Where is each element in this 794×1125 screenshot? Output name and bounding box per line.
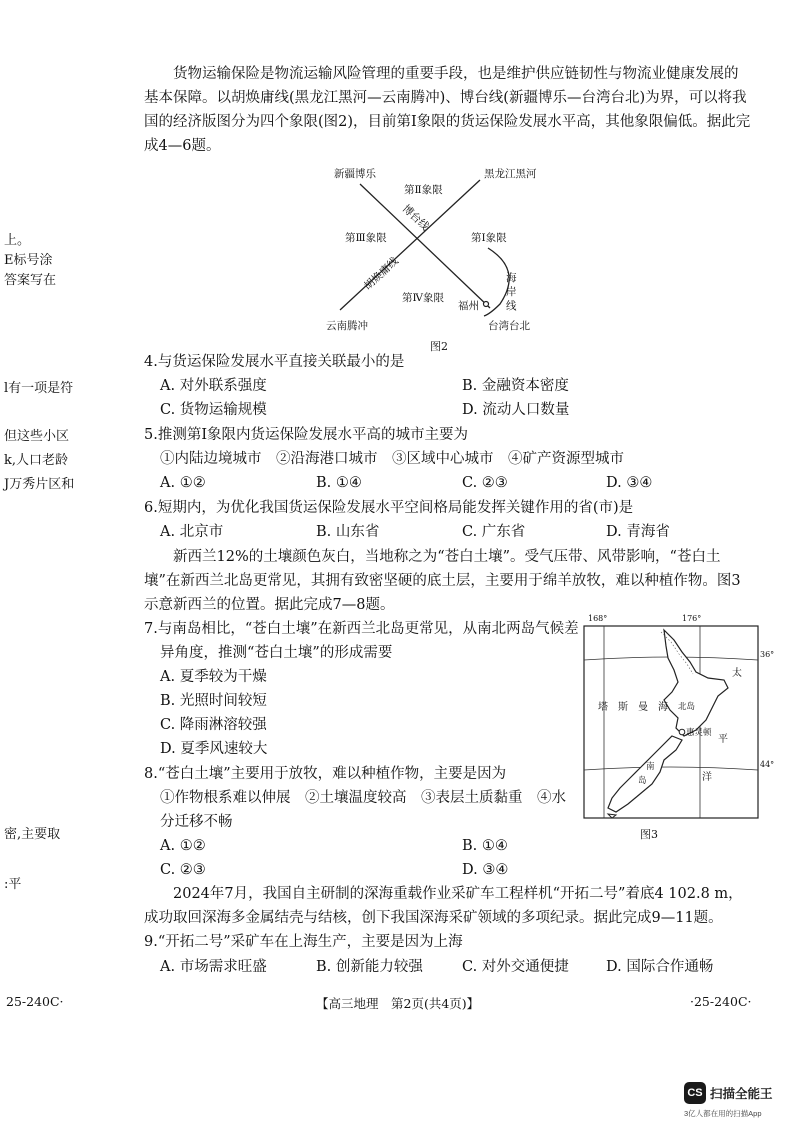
q8-items-line1: ①作物根系难以伸展 ②土壤温度较高 ③表层土质黏重 ④水: [160, 790, 566, 806]
label-lon-168: 168°: [588, 614, 608, 623]
intro-paragraph-4-6: 货物运输保险是物流运输风险管理的重要手段，也是维护供应链韧性与物流业健康发展的基本保障。以胡焕庸线(黑龙江黑河—云南腾冲)、博台线(新疆博乐—台湾台北)为界，可以将我国的经济版图分为四个象限(图2)，目前第Ⅰ象限的货运保险发展水平高，其他象限偏低。据此完成4—6题。: [144, 66, 751, 154]
q7-option-a: A. 夏季较为干燥: [160, 669, 267, 685]
q8-option-d: D. ③④: [462, 862, 509, 878]
watermark-name: 扫描全能王: [710, 1087, 773, 1101]
footer-page-info: 【高三地理 第2页(共4页)】: [316, 996, 480, 1011]
q7-stem-line2: 异角度，推测“苍白土壤”的形成需要: [160, 645, 393, 661]
label-q2: 第Ⅱ象限: [404, 184, 443, 196]
q8-items-line2: 分迁移不畅: [160, 814, 233, 830]
q9-option-c: C. 对外交通便捷: [462, 959, 569, 975]
q6-option-b: B. 山东省: [316, 524, 380, 540]
q8-option-a: A. ①②: [160, 838, 206, 854]
figure-2: [318, 158, 568, 353]
label-coast-2: 岸: [506, 286, 517, 298]
q7-stem-line1: 7.与南岛相比，“苍白土壤”在新西兰北岛更常见，从南北两岛气候差: [144, 621, 579, 637]
label-lat-44: 44°: [760, 760, 775, 769]
fuzhou-point: [484, 302, 489, 307]
footer-left-code: 25-240C·: [6, 994, 64, 1009]
q5-option-c: C. ②③: [462, 475, 508, 491]
label-xinjiang-bole: 新疆博乐: [334, 168, 376, 180]
q9-option-d: D. 国际合作通畅: [606, 959, 714, 975]
side-fragment: k,人口老龄: [4, 453, 69, 468]
label-yunnan-tengchong: 云南腾冲: [326, 320, 368, 332]
side-fragment: l有一项是符: [4, 381, 74, 396]
label-taiwan-taibei: 台湾台北: [488, 320, 530, 332]
label-wellington: 惠灵顿: [686, 728, 712, 738]
q7-option-b: B. 光照时间较短: [160, 693, 267, 709]
side-fragment: J万秀片区和: [4, 477, 75, 492]
side-fragment: :平: [4, 877, 22, 892]
intro-paragraph-7-8: 新西兰12%的土壤颜色灰白，当地称之为“苍白土壤”。受气压带、风带影响，“苍白土壤”在新西兰北岛更常见，其拥有致密坚硬的底土层，主要用于绵羊放牧，难以种植作物。图3示意新西兰的位置。据此完成7—8题。: [144, 549, 741, 613]
label-botai: 博台线: [399, 202, 432, 233]
side-fragment: 密,主要取: [4, 827, 61, 842]
label-fuzhou: 福州: [458, 300, 479, 312]
q6-stem: 6.短期内，为优化我国货运保险发展水平空间格局能发挥关键作用的省(市)是: [144, 500, 634, 516]
label-q4: 第Ⅳ象限: [402, 292, 444, 304]
q8-option-b: B. ①④: [462, 838, 508, 854]
q9-option-b: B. 创新能力较强: [316, 959, 423, 975]
cs-logo-icon: CS: [684, 1082, 706, 1104]
footer-right-code: ·25-240C·: [690, 994, 752, 1009]
figure-3: [578, 614, 775, 841]
label-south-island-2: 岛: [638, 776, 647, 786]
label-lat-36: 36°: [760, 650, 775, 659]
label-tasman-sea: 塔 斯 曼 海: [598, 702, 668, 713]
scanner-watermark: [684, 1080, 788, 1120]
figure-3-caption: 图3: [640, 828, 658, 841]
side-fragment: 但这些小区: [4, 429, 70, 444]
label-south-island-1: 南: [646, 762, 655, 772]
q8-option-c: C. ②③: [160, 862, 206, 878]
label-pacific-3: 洋: [702, 772, 712, 783]
side-fragment: 答案写在: [4, 273, 57, 288]
label-huhuanyong: 胡焕庸线: [361, 255, 401, 293]
q6-option-a: A. 北京市: [160, 524, 224, 540]
label-q3: 第Ⅲ象限: [345, 232, 387, 244]
q6-option-d: D. 青海省: [606, 524, 670, 540]
q8-stem: 8.“苍白土壤”主要用于放牧，难以种植作物，主要是因为: [144, 766, 507, 782]
q5-option-a: A. ①②: [160, 475, 206, 491]
q4-option-d: D. 流动人口数量: [462, 402, 570, 418]
intro-paragraph-9-11: 2024年7月，我国自主研制的深海重载作业采矿车工程样机“开拓二号”着底4 102.8 m，成功取回深海多金属结壳与结核，创下我国深海采矿领域的多项纪录。据此完成9—11题。: [144, 886, 743, 926]
q5-option-b: B. ①④: [316, 475, 362, 491]
watermark-tagline: 3亿人都在用的扫描App: [684, 1109, 762, 1118]
q4-option-c: C. 货物运输规模: [160, 402, 267, 418]
q4-stem: 4.与货运保险发展水平直接关联最小的是: [144, 354, 405, 370]
label-lon-176: 176°: [682, 614, 702, 623]
new-zealand-map: [578, 618, 768, 824]
side-fragment: 上。: [4, 233, 31, 248]
label-north-island: 北岛: [678, 702, 696, 712]
label-coast-1: 海: [506, 272, 517, 284]
label-heilongjiang-heihe: 黑龙江黑河: [484, 168, 537, 180]
q7-option-c: C. 降雨淋溶较强: [160, 717, 267, 733]
q5-items: ①内陆边境城市 ②沿海港口城市 ③区域中心城市 ④矿产资源型城市: [160, 451, 624, 467]
label-pacific-1: 太: [732, 668, 742, 679]
label-q1: 第Ⅰ象限: [471, 232, 507, 244]
q5-stem: 5.推测第Ⅰ象限内货运保险发展水平高的城市主要为: [144, 427, 469, 443]
wellington-point: [679, 729, 685, 735]
q7-option-d: D. 夏季风速较大: [160, 741, 268, 757]
q4-option-b: B. 金融资本密度: [462, 378, 569, 394]
figure-2-caption: 图2: [430, 340, 448, 353]
q5-option-d: D. ③④: [606, 475, 653, 491]
label-pacific-2: 平: [718, 734, 728, 745]
side-fragment: E标号涂: [4, 253, 53, 268]
label-coast-3: 线: [506, 300, 517, 312]
q9-option-a: A. 市场需求旺盛: [160, 959, 267, 975]
q6-option-c: C. 广东省: [462, 524, 526, 540]
q9-stem: 9.“开拓二号”采矿车在上海生产，主要是因为上海: [144, 934, 463, 950]
q4-option-a: A. 对外联系强度: [160, 378, 267, 394]
